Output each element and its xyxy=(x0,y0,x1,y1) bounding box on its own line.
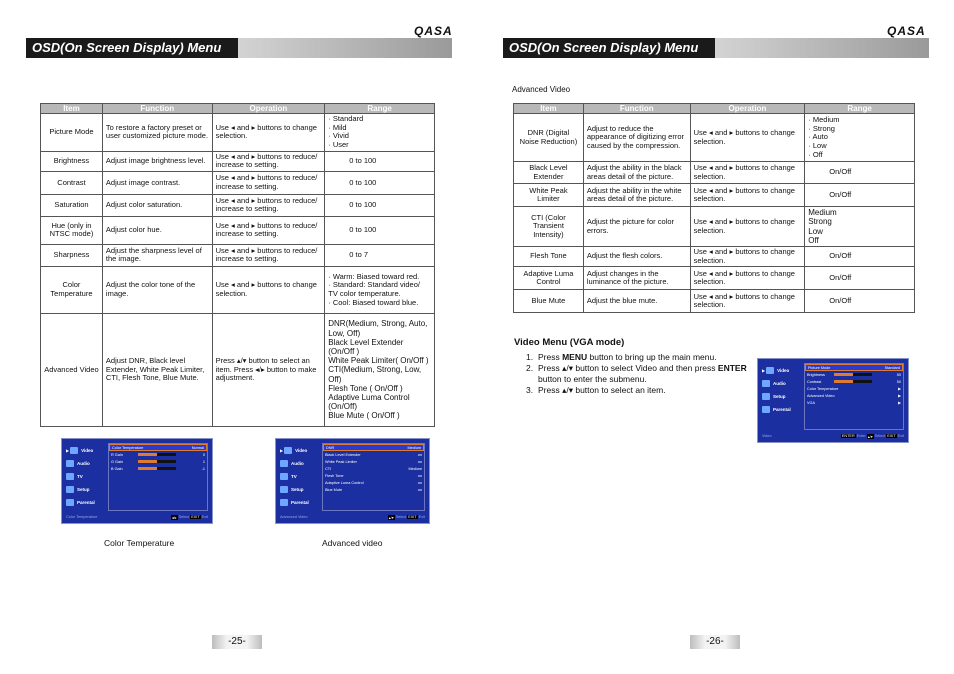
cell-operation: Use ◂ and ▸ buttons to change selection. xyxy=(690,267,805,290)
osd-menu-label: Audio xyxy=(77,461,90,466)
table-row xyxy=(41,151,435,171)
range-option: · Strong xyxy=(808,125,911,134)
osd-row-label: Picture Mode xyxy=(808,365,831,370)
step-number: 1. xyxy=(526,352,534,362)
cell-function: To restore a factory preset or user customized picture mode. xyxy=(102,114,212,152)
osd-menu-label: Setup xyxy=(291,487,304,492)
menu-category-icon xyxy=(280,499,288,506)
selected-arrow-icon: ▶ xyxy=(280,448,284,453)
range-option: · Warm: Biased toward red. xyxy=(328,273,431,282)
caption-color-temperature: Color Temperature xyxy=(104,538,175,548)
cell-item: Adaptive Luma Control xyxy=(514,267,584,290)
col-header-function: Function xyxy=(583,104,690,114)
osd-panel xyxy=(108,443,208,511)
cell-range xyxy=(325,266,435,313)
osd-key-action: Select xyxy=(395,515,407,519)
cell-operation: Use ◂ and ▸ buttons to change selection. xyxy=(690,114,805,162)
osd-row[interactable] xyxy=(323,486,424,493)
osd-row[interactable] xyxy=(805,364,903,371)
cell-range xyxy=(805,207,915,247)
range-line: Flesh Tone ( On/Off ) xyxy=(328,383,403,393)
range-option: · Vivid xyxy=(328,132,431,141)
range-line: Strong xyxy=(808,217,832,227)
menu-category-icon xyxy=(66,473,74,480)
osd-menu xyxy=(280,445,318,510)
cell-range xyxy=(805,267,915,290)
table-row xyxy=(514,246,915,266)
table-row xyxy=(41,171,435,194)
osd-row[interactable] xyxy=(323,444,424,451)
osd-row[interactable] xyxy=(109,451,207,458)
osd-row-value: on xyxy=(417,452,422,457)
osd-advanced-video-screenshot xyxy=(275,438,430,524)
menu-category-icon xyxy=(766,367,774,374)
cell-range xyxy=(325,171,435,194)
osd-row-label: White Peak Limiter xyxy=(325,459,357,464)
range-line: White Peak Limiter( On/Off ) xyxy=(328,356,429,366)
section-header xyxy=(503,38,929,58)
table-row xyxy=(41,194,435,216)
col-header-range: Range xyxy=(325,104,435,114)
cell-item: Hue (only in NTSC mode) xyxy=(41,216,103,244)
osd-menu-item[interactable] xyxy=(280,445,318,456)
step-key: MENU xyxy=(562,352,588,362)
osd-menu-item[interactable] xyxy=(280,458,318,469)
cell-range xyxy=(325,114,435,152)
range-value: On/Off xyxy=(829,167,852,177)
osd-key-action: Select xyxy=(178,515,190,519)
osd-menu-label: Parental xyxy=(773,407,791,412)
osd-menu-label: Audio xyxy=(291,461,304,466)
step-text: Press xyxy=(538,352,563,362)
osd-row[interactable] xyxy=(805,378,903,385)
cell-item: Saturation xyxy=(41,194,103,216)
cell-range xyxy=(805,246,915,266)
osd-row[interactable] xyxy=(805,399,903,406)
osd-slider[interactable] xyxy=(138,460,176,463)
osd-slider[interactable] xyxy=(834,380,872,383)
osd-menu-item[interactable] xyxy=(762,365,800,376)
osd-slider-fill xyxy=(138,467,157,470)
osd-key-hint: ENTER xyxy=(841,434,855,438)
cell-operation: Use ◂ and ▸ buttons to reduce/ increase to setting. xyxy=(212,194,325,216)
vga-steps-list xyxy=(526,352,751,396)
cell-function: Adjust the ability in the black areas detail of the picture. xyxy=(583,162,690,184)
range-option: · Cool: Biased toward blue. xyxy=(328,299,431,308)
cell-operation: Use ◂ and ▸ buttons to change selection. xyxy=(690,207,805,247)
col-header-item: Item xyxy=(514,104,584,114)
osd-menu-label: Parental xyxy=(291,500,309,505)
step-number: 2. xyxy=(526,363,534,373)
cell-function: Adjust the color tone of the image. xyxy=(102,266,212,313)
range-option: · Mild xyxy=(328,124,431,133)
cell-function: Adjust image brightness level. xyxy=(102,151,212,171)
vga-section-title: Video Menu (VGA mode) xyxy=(514,337,625,348)
table-row xyxy=(514,290,915,313)
range-list xyxy=(328,115,431,150)
osd-footer xyxy=(280,513,425,521)
osd-row-value: Medium xyxy=(408,466,422,471)
step-item xyxy=(526,385,751,396)
range-value: 0 to 100 xyxy=(349,225,377,235)
osd-row-label: Flesh Tone xyxy=(325,473,344,478)
osd-row[interactable] xyxy=(109,444,207,451)
osd-key-hint: ▴/▾ xyxy=(388,515,394,520)
menu-category-icon xyxy=(762,393,770,400)
cell-function: Adjust DNR, Black level Extender, White Peak Limiter, CTI, Flesh Tone, Blue Mute. xyxy=(102,313,212,426)
menu-category-icon xyxy=(280,486,288,493)
cell-item: Sharpness xyxy=(41,244,103,266)
col-header-item: Item xyxy=(41,104,103,114)
range-option: · Medium xyxy=(808,116,911,125)
table-row xyxy=(514,114,915,162)
range-line: Medium xyxy=(808,208,837,218)
osd-footer xyxy=(762,432,904,440)
osd-menu-label: Setup xyxy=(773,394,786,399)
cell-function: Adjust to reduce the appearance of digitizing error caused by the compression. xyxy=(583,114,690,162)
cell-item: Picture Mode xyxy=(41,114,103,152)
cell-operation: Use ◂ and ▸ buttons to reduce/ increase to setting. xyxy=(212,244,325,266)
osd-menu xyxy=(762,365,800,417)
osd-slider-fill xyxy=(834,380,853,383)
page-number: -25- xyxy=(212,635,262,649)
table-row xyxy=(41,114,435,152)
menu-category-icon xyxy=(66,460,74,467)
osd-key-hint: EXIT xyxy=(191,515,200,519)
osd-key-hint: ◂/▸ xyxy=(171,515,177,520)
range-line: Off xyxy=(808,235,819,245)
range-option: · Off xyxy=(808,151,911,160)
table-row xyxy=(41,266,435,313)
video-settings-table xyxy=(40,103,435,427)
table-row xyxy=(514,207,915,247)
cell-operation: Use ◂ and ▸ buttons to change selection. xyxy=(690,184,805,207)
brand-logo: QASA xyxy=(887,24,926,38)
osd-row-label: Color Temperature xyxy=(807,386,839,391)
osd-slider[interactable] xyxy=(834,373,872,376)
osd-menu-item[interactable] xyxy=(66,484,104,495)
osd-row-label: CTI xyxy=(325,466,332,471)
range-value: On/Off xyxy=(829,272,852,282)
cell-operation: Use ◂ and ▸ buttons to change selection. xyxy=(690,290,805,313)
cell-function: Adjust image contrast. xyxy=(102,171,212,194)
osd-slider-fill xyxy=(834,373,853,376)
osd-row-label: Color Temperature xyxy=(112,445,144,450)
osd-menu-label: Audio xyxy=(773,381,786,386)
cell-item: Blue Mute xyxy=(514,290,584,313)
col-header-operation: Operation xyxy=(212,104,325,114)
cell-item: White Peak Limiter xyxy=(514,184,584,207)
osd-row-label: DNR xyxy=(326,445,335,450)
cell-function: Adjust changes in the luminance of the picture. xyxy=(583,267,690,290)
osd-row-value: on xyxy=(417,459,422,464)
osd-row-value: 0 xyxy=(202,452,205,457)
range-value: 0 to 7 xyxy=(349,250,368,260)
osd-key-action: Select xyxy=(874,434,886,438)
osd-row[interactable] xyxy=(805,371,903,378)
osd-color-temperature-screenshot xyxy=(61,438,213,524)
col-header-operation: Operation xyxy=(690,104,805,114)
osd-key-action: Exit xyxy=(418,515,425,519)
osd-menu-label: Setup xyxy=(77,487,90,492)
osd-row[interactable] xyxy=(805,385,903,392)
osd-menu-item[interactable] xyxy=(280,471,318,482)
osd-row-label: Blue Mute xyxy=(325,487,343,492)
osd-menu-item[interactable] xyxy=(762,391,800,402)
osd-row-value: on xyxy=(417,473,422,478)
osd-footer-label: Color Temperature xyxy=(66,515,98,519)
cell-operation: Use ◂ and ▸ buttons to reduce/ increase to setting. xyxy=(212,151,325,171)
osd-footer xyxy=(66,513,208,521)
table-row xyxy=(41,216,435,244)
step-text: button to enter the submenu. xyxy=(538,374,647,384)
osd-menu-item[interactable] xyxy=(762,404,800,415)
cell-item: CTI (Color Transient Intensity) xyxy=(514,207,584,247)
osd-row-label: G Gain xyxy=(111,459,124,464)
osd-row[interactable] xyxy=(323,465,424,472)
osd-row[interactable] xyxy=(805,392,903,399)
range-option: · Auto xyxy=(808,133,911,142)
advanced-video-label: Advanced Video xyxy=(512,85,571,94)
osd-menu-label: Video xyxy=(777,368,790,373)
step-item xyxy=(526,352,751,363)
osd-menu xyxy=(66,445,104,510)
cell-function: Adjust color saturation. xyxy=(102,194,212,216)
cell-function: Adjust color hue. xyxy=(102,216,212,244)
table-row xyxy=(514,267,915,290)
osd-footer-label: Advanced Video xyxy=(280,515,308,519)
range-list xyxy=(808,116,911,159)
step-key: ENTER xyxy=(717,363,747,373)
osd-key-action: Enter xyxy=(856,434,866,438)
osd-row-label: Brightness xyxy=(807,372,825,377)
osd-row-label: Black Level Extender xyxy=(325,452,361,457)
osd-row-value: ▶ xyxy=(898,394,901,398)
osd-row-value: Standard xyxy=(884,365,900,370)
table-row xyxy=(514,184,915,207)
page-26 xyxy=(477,0,954,674)
range-line: Blue Mute ( On/Off ) xyxy=(328,411,400,421)
osd-row-value: Normal xyxy=(191,445,204,450)
range-list xyxy=(328,273,431,308)
osd-row-label: B Gain xyxy=(111,466,123,471)
page-number: -26- xyxy=(690,635,740,649)
osd-menu-item[interactable] xyxy=(66,497,104,508)
osd-row-value: 50 xyxy=(896,379,901,384)
cell-operation: Use ◂ and ▸ buttons to change selection. xyxy=(690,162,805,184)
osd-row-value: 1 xyxy=(202,459,205,464)
osd-menu-item[interactable] xyxy=(66,445,104,456)
osd-menu-item[interactable] xyxy=(66,471,104,482)
cell-function: Adjust the sharpness level of the image. xyxy=(102,244,212,266)
menu-category-icon xyxy=(280,460,288,467)
cell-function: Adjust the blue mute. xyxy=(583,290,690,313)
osd-row-label: Advanced Video xyxy=(807,393,835,398)
osd-menu-item[interactable] xyxy=(66,458,104,469)
range-line: DNR(Medium, Strong, Auto, Low, Off) xyxy=(328,319,428,338)
col-header-range: Range xyxy=(805,104,915,114)
osd-panel xyxy=(322,443,425,511)
osd-menu-item[interactable] xyxy=(762,378,800,389)
osd-row[interactable] xyxy=(323,451,424,458)
col-header-function: Function xyxy=(102,104,212,114)
osd-row-value: on xyxy=(417,487,422,492)
range-value: 0 to 100 xyxy=(349,200,377,210)
cell-function: Adjust the ability in the white areas detail of the picture. xyxy=(583,184,690,207)
section-header xyxy=(26,38,452,58)
osd-row-value: ▶ xyxy=(898,387,901,391)
osd-row-label: VGA xyxy=(807,400,816,405)
selected-arrow-icon: ▶ xyxy=(762,368,766,373)
table-row xyxy=(514,162,915,184)
osd-menu-label: Video xyxy=(295,448,308,453)
cell-operation: Press ▴/▾ button to select an item. Press ◂/▸ button to make adjustment. xyxy=(212,313,325,426)
range-option: · Standard xyxy=(328,115,431,124)
osd-slider-fill xyxy=(138,460,157,463)
osd-video-vga-screenshot xyxy=(757,358,909,443)
cell-operation: Use ◂ and ▸ buttons to change selection. xyxy=(212,266,325,313)
range-option: · Low xyxy=(808,142,911,151)
selected-arrow-icon: ▶ xyxy=(66,448,70,453)
osd-row-label: Contrast xyxy=(807,379,822,384)
osd-row[interactable] xyxy=(323,458,424,465)
range-line: Black Level Extender (On/Off ) xyxy=(328,337,404,356)
osd-key-hint: EXIT xyxy=(887,434,896,438)
cell-range xyxy=(325,151,435,171)
osd-row[interactable] xyxy=(109,458,207,465)
osd-panel xyxy=(804,363,904,430)
section-header-title: OSD(On Screen Display) Menu xyxy=(503,38,715,58)
menu-category-icon xyxy=(280,473,288,480)
osd-key-action: Exit xyxy=(897,434,904,438)
menu-category-icon xyxy=(762,380,770,387)
cell-range xyxy=(325,313,435,426)
cell-item: Black Level Extender xyxy=(514,162,584,184)
section-header-title: OSD(On Screen Display) Menu xyxy=(26,38,238,58)
range-line: Adaptive Luma Control (On/Off) xyxy=(328,392,410,412)
osd-menu-label: TV xyxy=(291,474,297,479)
osd-slider[interactable] xyxy=(138,467,176,470)
osd-menu-label: Parental xyxy=(77,500,95,505)
table-row xyxy=(41,244,435,266)
osd-menu-item[interactable] xyxy=(280,484,318,495)
cell-range xyxy=(325,194,435,216)
menu-category-icon xyxy=(762,406,770,413)
cell-range xyxy=(805,162,915,184)
osd-key-action: Exit xyxy=(201,515,208,519)
step-text: button to bring up the main menu. xyxy=(587,352,717,362)
step-text: Press ▴/▾ button to select Video and then press xyxy=(538,363,718,373)
caption-advanced-video: Advanced video xyxy=(322,538,383,548)
osd-row-value: Medium xyxy=(407,445,421,450)
osd-menu-item[interactable] xyxy=(280,497,318,508)
brand-logo: QASA xyxy=(414,24,453,38)
range-option: · User xyxy=(328,141,431,150)
range-value: On/Off xyxy=(829,295,852,305)
osd-menu-label: TV xyxy=(77,474,83,479)
cell-operation: Use ◂ and ▸ buttons to change selection. xyxy=(212,114,325,152)
osd-footer-label: Video xyxy=(762,434,772,438)
step-item xyxy=(526,363,751,385)
cell-range xyxy=(325,216,435,244)
range-option: · Standard: Standard video/ TV color temperature. xyxy=(328,281,431,298)
cell-range xyxy=(325,244,435,266)
menu-category-icon xyxy=(66,499,74,506)
cell-operation: Use ◂ and ▸ buttons to change selection. xyxy=(690,246,805,266)
osd-slider[interactable] xyxy=(138,453,176,456)
cell-item: Advanced Video xyxy=(41,313,103,426)
cell-item: Contrast xyxy=(41,171,103,194)
cell-item: Flesh Tone xyxy=(514,246,584,266)
osd-row[interactable] xyxy=(323,479,424,486)
cell-operation: Use ◂ and ▸ buttons to reduce/ increase to setting. xyxy=(212,216,325,244)
menu-category-icon xyxy=(284,447,292,454)
range-line: Low xyxy=(808,226,823,236)
osd-row-value: ▶ xyxy=(898,401,901,405)
osd-row-value: -1 xyxy=(201,466,205,471)
cell-item: Color Temperature xyxy=(41,266,103,313)
table-row xyxy=(41,313,435,426)
range-line: CTI(Medium, Strong, Low, Off) xyxy=(328,365,422,384)
menu-category-icon xyxy=(70,447,78,454)
cell-range xyxy=(805,114,915,162)
advanced-video-table xyxy=(513,103,915,313)
osd-key-hint: ▴/▾ xyxy=(867,434,873,439)
osd-row-value: 50 xyxy=(896,372,901,377)
osd-row-label: Adaptive Luma Control xyxy=(325,480,364,485)
cell-range xyxy=(805,290,915,313)
osd-menu-label: Video xyxy=(81,448,94,453)
cell-function: Adjust the picture for color errors. xyxy=(583,207,690,247)
osd-row-value: on xyxy=(417,480,422,485)
menu-category-icon xyxy=(66,486,74,493)
range-value: 0 to 100 xyxy=(349,177,377,187)
cell-item: Brightness xyxy=(41,151,103,171)
cell-function: Adjust the flesh colors. xyxy=(583,246,690,266)
cell-range xyxy=(805,184,915,207)
step-text: Press ▴/▾ button to select an item. xyxy=(538,385,666,395)
range-value: On/Off xyxy=(829,251,852,261)
cell-item: DNR (Digital Noise Reduction) xyxy=(514,114,584,162)
osd-row[interactable] xyxy=(323,472,424,479)
osd-row[interactable] xyxy=(109,465,207,472)
osd-row-label: R Gain xyxy=(111,452,123,457)
osd-slider-fill xyxy=(138,453,157,456)
range-value: On/Off xyxy=(829,189,852,199)
range-value: 0 to 100 xyxy=(349,156,377,165)
step-number: 3. xyxy=(526,385,534,395)
cell-operation: Use ◂ and ▸ buttons to reduce/ increase to setting. xyxy=(212,171,325,194)
osd-key-hint: EXIT xyxy=(408,515,417,519)
